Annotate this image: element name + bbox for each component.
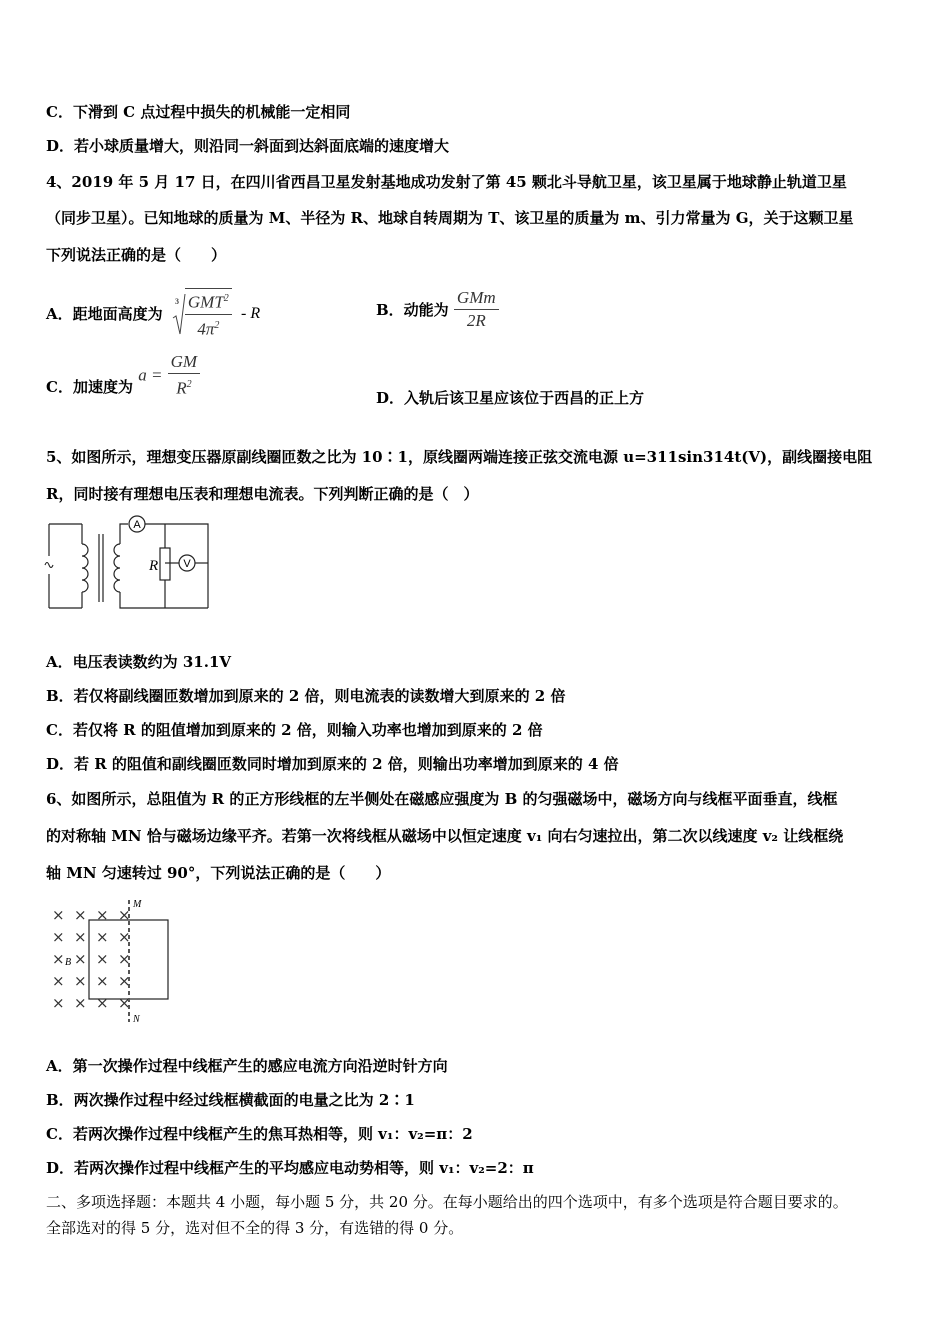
svg-text:×: × <box>52 950 65 968</box>
q6-stem-line2: 的对称轴 MN 恰与磁场边缘平齐。若第一次将线框从磁场中以恒定速度 v₁ 向右匀速拉出，第二次以线速度 v₂ 让线框绕 <box>46 827 844 845</box>
svg-text:3: 3 <box>174 296 179 306</box>
magnetic-field-crosses <box>52 906 131 1012</box>
q3-option-d: D．若小球质量增大，则沿同一斜面到达斜面底端的速度增大 <box>46 137 450 155</box>
svg-text:×: × <box>118 994 131 1012</box>
q5-option-a: A．电压表读数约为 31.1V <box>46 653 232 671</box>
svg-text:N: N <box>133 1014 140 1024</box>
svg-text:V: V <box>183 558 191 570</box>
svg-text:R: R <box>149 558 159 574</box>
q6-stem-line1: 6、如图所示，总阻值为 R 的正方形线框的左半侧处在磁感应强度为 B 的匀强磁场中，磁场方向与线框平面垂直，线框 <box>46 790 838 808</box>
svg-text:×: × <box>52 972 65 990</box>
cube-root-sign <box>172 292 186 336</box>
svg-text:B: B <box>65 957 72 968</box>
q5-option-d: D．若 R 的阻值和副线圈匝数同时增加到原来的 2 倍，则输出功率增加到原来的 4 倍 <box>46 755 619 773</box>
q5-stem-line1: 5、如图所示，理想变压器原副线圈匝数之比为 10∶1，原线圈两端连接正弦交流电源 u=311sin314t(V)，副线圈接电阻 <box>46 448 873 466</box>
transformer-circuit-figure <box>44 514 214 610</box>
q5-stem-line2: R，同时接有理想电压表和理想电流表。下列判断正确的是（ ） <box>46 485 479 503</box>
q4-stem-line3: 下列说法正确的是（ ） <box>46 246 227 264</box>
svg-text:×: × <box>52 928 65 946</box>
svg-text:×: × <box>74 994 87 1012</box>
svg-text:×: × <box>96 994 109 1012</box>
q4-option-a: A．距地面高度为 3 $\frac{GMT^2}{4\pi^2}$ - R <box>46 288 260 339</box>
primary-coil-icon <box>82 544 88 592</box>
section2-instructions-line1: 二、多项选择题：本题共 4 小题，每小题 5 分，共 20 分。在每小题给出的四个选项中，有多个选项是符合题目要求的。 <box>46 1193 848 1211</box>
q3-option-c: C．下滑到 C 点过程中损失的机械能一定相同 <box>46 103 351 121</box>
resistor-icon <box>160 548 170 580</box>
svg-text:×: × <box>52 906 65 924</box>
q4-stem-line2: （同步卫星）。已知地球的质量为 M、半径为 R、地球自转周期为 T、该卫星的质量为 m、引力常量为 G，关于这颗卫星 <box>46 209 854 227</box>
svg-text:A: A <box>133 519 141 531</box>
svg-text:×: × <box>74 906 87 924</box>
svg-text:×: × <box>118 950 131 968</box>
ac-source-icon <box>45 563 53 568</box>
svg-text:×: × <box>96 906 109 924</box>
svg-text:×: × <box>118 972 131 990</box>
svg-text:×: × <box>74 928 87 946</box>
q4-option-b: B．动能为 $\frac{\text{GMm}}{2R}$ <box>376 288 499 331</box>
q5-option-b: B．若仅将副线圈匝数增加到原来的 2 倍，则电流表的读数增大到原来的 2 倍 <box>46 687 566 705</box>
q6-option-b: B．两次操作过程中经过线框横截面的电量之比为 2∶1 <box>46 1091 415 1109</box>
q6-option-a: A．第一次操作过程中线框产生的感应电流方向沿逆时针方向 <box>46 1057 448 1075</box>
magnetic-field-frame-figure <box>48 896 178 1024</box>
svg-text:×: × <box>74 950 87 968</box>
svg-text:×: × <box>118 906 131 924</box>
svg-text:×: × <box>96 972 109 990</box>
svg-text:×: × <box>74 972 87 990</box>
q6-option-d: D．若两次操作过程中线框产生的平均感应电动势相等，则 v₁：v₂=2：π <box>46 1159 534 1177</box>
secondary-coil-icon <box>114 544 120 592</box>
svg-text:×: × <box>96 950 109 968</box>
svg-text:×: × <box>118 928 131 946</box>
q4-option-d: D．入轨后该卫星应该位于西昌的正上方 <box>376 389 645 407</box>
q5-option-c: C．若仅将 R 的阻值增加到原来的 2 倍，则输入功率也增加到原来的 2 倍 <box>46 721 543 739</box>
section2-instructions-line2: 全部选对的得 5 分，选对但不全的得 3 分，有选错的得 0 分。 <box>46 1219 464 1237</box>
q6-stem-line3: 轴 MN 匀速转过 90°，下列说法正确的是（ ） <box>46 864 391 882</box>
q4-option-c: C．加速度为 a = $\frac{GM}{R^2}$ <box>46 362 200 399</box>
svg-text:×: × <box>96 928 109 946</box>
q4-stem-line1: 4、2019 年 5 月 17 日，在四川省西昌卫星发射基地成功发射了第 45 颗北斗导航卫星，该卫星属于地球静止轨道卫星 <box>46 173 847 191</box>
svg-text:M: M <box>133 899 142 910</box>
svg-text:×: × <box>52 994 65 1012</box>
q6-option-c: C．若两次操作过程中线框产生的焦耳热相等，则 v₁：v₂=π：2 <box>46 1125 473 1143</box>
